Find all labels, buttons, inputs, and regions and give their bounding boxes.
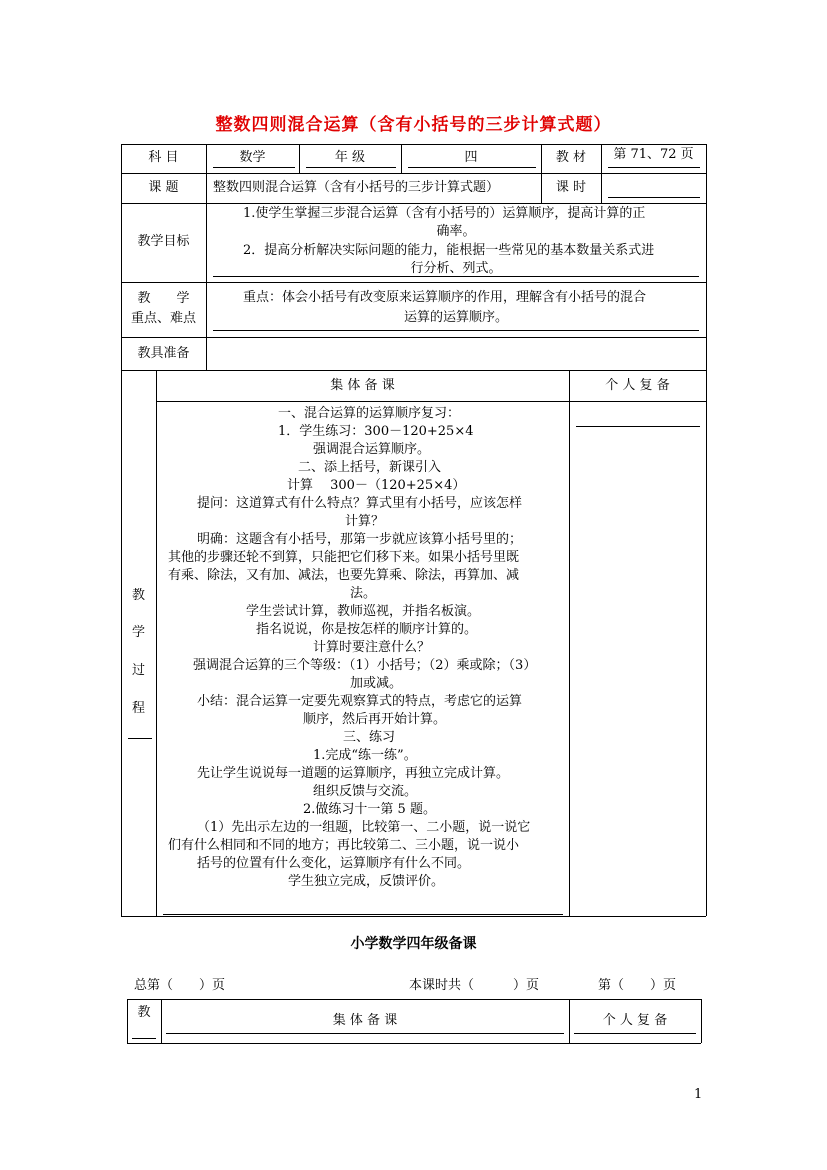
process-content (163, 405, 568, 891)
process-line: 顺序，然后再开始计算。 (303, 712, 447, 727)
subject-label: 科 目 (148, 150, 179, 165)
keypoints-line-2: 运算的运算顺序。 (403, 310, 508, 325)
goals-line-4: 行分析、列式。 (410, 261, 502, 276)
process-line: 组织反馈与交流。 (313, 784, 418, 799)
process-line: 一、混合运算的运算顺序复习： (278, 406, 461, 421)
footer-collective-header: 集 体 备 课 (332, 1013, 398, 1028)
process-line: 学生尝试计算，教师巡视，并指名板演。 (246, 604, 481, 619)
total-pages: 总第（ ）页 (134, 978, 226, 993)
page-number: 1 (694, 1087, 703, 1102)
process-line: 学生独立完成，反馈评价。 (288, 874, 445, 889)
topic-value: 整数四则混合运算（含有小括号的三步计算式题） (213, 180, 500, 195)
process-line: 其他的步骤还轮不到算，只能把它们移下来。如果小括号里既 (168, 550, 520, 565)
grade-value: 四 (464, 150, 478, 165)
process-line: 小结：混合运算一定要先观察算式的特点，考虑它的运算 (197, 694, 523, 709)
textbook-value: 第 71、72 页 (613, 147, 694, 162)
process-line: 括号的位置有什么变化，运算顺序有什么不同。 (197, 856, 471, 871)
keypoints-line-1: 重点：体会小括号有改变原来运算顺序的作用，理解含有小括号的混合 (243, 290, 647, 305)
process-line: 法。 (350, 586, 377, 601)
process-line: 三、练习 (343, 730, 396, 745)
goals-line-3: 2．提高分析解决实际问题的能力，能根据一些常见的基本数量关系式进 (243, 243, 655, 258)
process-line: 计算 300－（120+25×4） (287, 478, 466, 493)
process-line: 2.做练习十一第 5 题。 (303, 802, 436, 817)
keypoints-label-2: 重点、难点 (130, 311, 196, 326)
lesson-pages: 本课时共（ ）页 (409, 978, 540, 993)
textbook-label: 教 材 (555, 150, 587, 165)
footer-side-label: 教 (137, 1005, 151, 1020)
process-line: 加或减。 (350, 676, 403, 691)
process-line: （1）先出示左边的一组题，比较第一、二小题，说一说它 (197, 820, 531, 835)
process-line: 二、添上括号，新课引入 (298, 460, 442, 475)
footer-title: 小学数学四年级备课 (350, 936, 477, 952)
process-line: 指名说说，你是按怎样的顺序计算的。 (256, 622, 478, 637)
goals-line-1: 1.使学生掌握三步混合运算（含有小括号的）运算顺序，提高计算的正 (243, 206, 646, 221)
process-line: 有乘、除法，又有加、减法，也要先算乘、除法，再算加、减 (168, 568, 520, 583)
process-line: 先让学生说说每一道题的运算顺序，再独立完成计算。 (197, 766, 510, 781)
process-line: 1．学生练习：300－120+25×4 (278, 424, 474, 439)
process-label-2: 学 (131, 625, 145, 640)
process-label-1: 教 (131, 588, 145, 603)
subject-value: 数学 (239, 150, 266, 165)
document-title: 整数四则混合运算（含有小括号的三步计算式题） (215, 115, 612, 135)
footer-personal-header: 个 人 复 备 (602, 1013, 668, 1028)
process-line: 计算？ (345, 514, 385, 529)
topic-label: 课 题 (148, 180, 179, 195)
process-line: 1.完成“练一练”。 (313, 748, 417, 763)
process-line: 们有什么相同和不同的地方；再比较第二、三小题，说一说小 (168, 838, 520, 853)
goals-label: 教学目标 (137, 234, 190, 249)
personal-prep-header: 个 人 复 备 (605, 378, 670, 393)
process-line: 明确：这题含有小括号，那第一步就应该算小括号里的； (197, 532, 523, 547)
collective-prep-header: 集 体 备 课 (330, 378, 395, 393)
page-no: 第（ ）页 (598, 978, 677, 993)
keypoints-label-1: 教 学 (137, 291, 190, 306)
grade-label: 年 级 (334, 150, 366, 165)
process-label-3: 过 (131, 663, 145, 678)
goals-line-2: 确率。 (436, 224, 476, 239)
process-line: 计算时要注意什么？ (313, 640, 431, 655)
tools-label: 教具准备 (137, 346, 190, 361)
process-label-4: 程 (131, 701, 145, 716)
hours-label: 课 时 (555, 180, 587, 195)
process-line: 强调混合运算顺序。 (313, 442, 431, 457)
process-line: 强调混合运算的三个等级：（1）小括号；（2）乘或除；（3） (193, 658, 537, 673)
process-line: 提问：这道算式有什么特点？算式里有小括号，应该怎样 (197, 496, 523, 511)
